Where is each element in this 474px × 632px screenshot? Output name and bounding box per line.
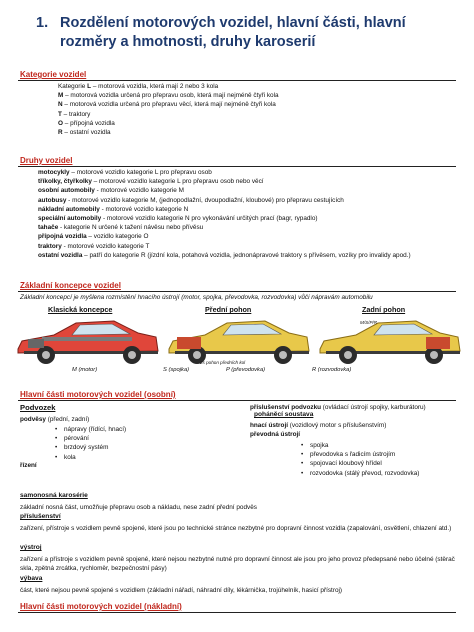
podvesy-line: podvěsy (přední, zadní) — [20, 416, 90, 423]
druhy-item: speciální automobily - motorové vozidlo kategorie N pro vykonávání určitých prací (bagr, rypadlo) — [38, 215, 318, 223]
druhy-item: autobusy - motorové vozidlo kategorie M, (jednopodlažní, dvoupodlažní, kloubové) pro přepravu cestujících — [38, 196, 344, 204]
druhy-item: ostatní vozidla – patří do kategorie R (jízdní kola, potahová vozidla, jednonápravové traktory s přívěsem, vozíky pro invalidy apod.) — [38, 251, 411, 259]
podvesy-list — [64, 425, 126, 462]
divider — [18, 400, 456, 401]
list-item: • rozvodovka (stálý převod, rozvodovka) — [310, 469, 419, 478]
list-item: • kola — [64, 453, 126, 462]
title-line-1: Rozdělení motorových vozidel, hlavní části, hlavní — [60, 15, 406, 31]
divider — [18, 612, 456, 613]
koncepce-intro: Základní koncepcí je myšlena rozmístění hnacího ústrojí (motor, spojka, převodovka, rozvodovka) vůči nápravám automobilu — [20, 294, 373, 301]
section-heading-kategorie: Kategorie vozidel — [20, 70, 87, 79]
list-item: • převodovka s řadicím ústrojím — [310, 450, 419, 459]
prislusenstvi-podvozku: příslušenství podvozku (ovládací ústrojí spojky, karburátoru) — [250, 404, 426, 411]
pohonna-heading: poháněcí soustava — [254, 411, 314, 418]
prevodova-label: převodná ústrojí — [250, 431, 301, 438]
section-heading-druhy: Druhy vozidel — [20, 156, 73, 165]
tiny-label: M/S/P/R — [360, 320, 378, 325]
kategorie-item: R – ostatní vozidla — [58, 129, 111, 137]
list-item: • spojka — [310, 441, 419, 450]
page-title — [36, 14, 456, 52]
prislusenstvi-heading: příslušenství — [20, 513, 61, 520]
druhy-item: tříkolky, čtyřkolky – motorové vozidlo kategorie L pro přepravu osob nebo věcí — [38, 178, 264, 186]
prevodova-list — [310, 441, 419, 478]
vystroj-text: zařízení a přístroje s vozidlem pevně spojené, které nejsou nezbytné nutné pro dopravní činnost ale jsou pro jeho provoz předepsané nebo účelné (stěrač skla, zpětná zrcátka, rychloměr, bezpečnostní pásy) — [20, 556, 455, 573]
kategorie-item: O – přípojná vozidla — [58, 119, 115, 127]
divider — [18, 166, 456, 167]
tiny-label: 2s pohon předních kol — [200, 360, 246, 365]
divider — [18, 291, 456, 292]
caption-spojka: S (spojka) — [163, 367, 190, 373]
druhy-item: traktory - motorové vozidlo kategorie T — [38, 242, 150, 250]
car-label-predni: Přední pohon — [205, 305, 252, 314]
car-rear-drive-illustration — [316, 315, 464, 369]
karoserie-text: základní nosná část, umožňuje přepravu osob a nákladu, nese zadní přední podvěs — [20, 504, 257, 511]
caption-motor: M (motor) — [72, 367, 98, 373]
divider — [18, 80, 456, 81]
druhy-item: nákladní automobily - motorové vozidlo kategorie N — [38, 205, 189, 213]
karoserie-heading: samonosná karosérie — [20, 492, 88, 499]
vybava-text: část, které nejsou pevně spojené s vozidlem (základní nářadí, náhradní díly, lékárnička, trojúhelník, hasicí přístroj) — [20, 587, 343, 594]
title-line-2: rozměry a hmotnosti, druhy karoserií — [60, 34, 316, 50]
list-item: • nápravy (řídící, hnací) — [64, 425, 126, 434]
druhy-list — [38, 168, 448, 260]
list-item: • brzdový systém — [64, 443, 126, 452]
kategorie-item: Kategorie L – motorová vozidla, která mají 2 nebo 3 kola — [58, 83, 219, 90]
vystroj-heading: výstroj — [20, 544, 42, 551]
kategorie-item: N – motorová vozidla určená pro přepravu věcí, která mají nejméně čtyři kola — [58, 101, 276, 109]
section-heading-nakladni: Hlavní části motorových vozidel (nákladní) — [20, 602, 182, 611]
car-label-zadni: Zadní pohon — [362, 305, 406, 314]
druhy-item: osobní automobily - motorové vozidlo kategorie M — [38, 187, 184, 195]
caption-prevodovka: P (převodovka) — [226, 367, 266, 373]
car-label-klasicka: Klasická koncepce — [48, 305, 113, 314]
list-item: • pérování — [64, 434, 126, 443]
hnaci-line: hnací ústrojí (vozidlový motor s příslušenstvím) — [250, 422, 387, 429]
kategorie-item: T – traktory — [58, 110, 91, 118]
list-item: • spojovací kloubový hřídel — [310, 459, 419, 468]
vybava-heading: výbava — [20, 575, 43, 582]
druhy-item: tahače - kategorie N určené k tažení návěsu nebo přívěsu — [38, 224, 204, 232]
druhy-item: motocykly – motorové vozidlo kategorie L pro přepravu osob — [38, 169, 212, 176]
druhy-item: přípojná vozidla – vozidlo kategorie O — [38, 233, 149, 241]
section-heading-osobni: Hlavní části motorových vozidel (osobní) — [20, 390, 176, 399]
podvozek-heading: Podvozek — [20, 403, 56, 412]
car-classic-illustration — [14, 315, 162, 369]
rizeni-label: řízení — [20, 462, 37, 469]
prislusenstvi-text: zařízení, přístroje s vozidlem pevně spojené, které jsou po technické stránce nezbytné pro dopravní činnost vozidla (zapalování, osvětlení, chlazení atd.) — [20, 525, 452, 532]
caption-rozvodovka: R (rozvodovka) — [312, 367, 352, 373]
title-number: 1. — [36, 15, 49, 31]
kategorie-list — [58, 82, 279, 137]
kategorie-item: M – motorová vozidla určená pro přepravu osob, která mají nejméně čtyři kola — [58, 92, 279, 100]
section-heading-koncepce: Základní koncepce vozidel — [20, 281, 121, 290]
